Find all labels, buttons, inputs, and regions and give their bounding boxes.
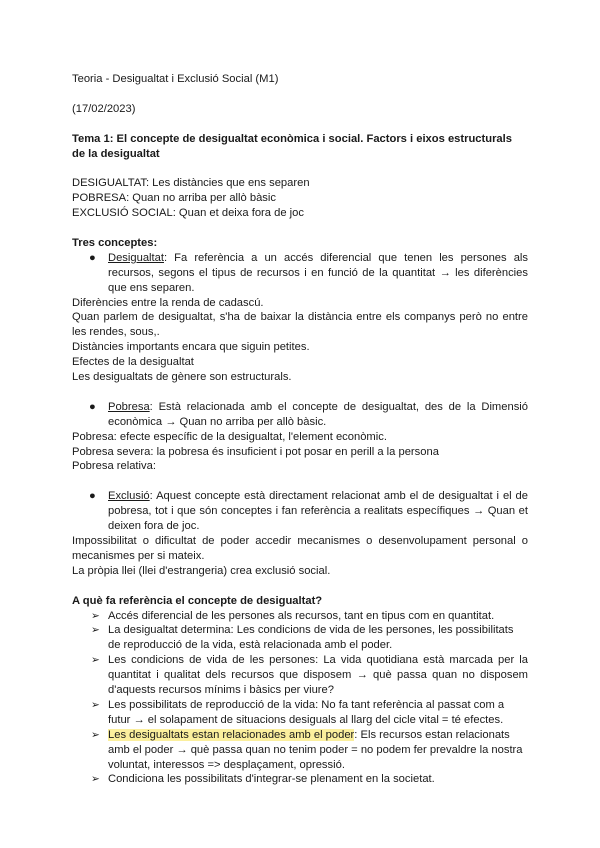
arrow-icon: ➢ <box>91 728 100 741</box>
bullet-exclusio: ● Exclusió: Aquest concepte està directament relacionat amb el de desigualtat i el de pobresa, tot i que són conceptes i fan referència a realitats específiques → Quan et deixen fora de joc. <box>72 489 528 534</box>
arrow-icon: ➢ <box>91 624 100 637</box>
arrow-icon: ➢ <box>91 609 100 622</box>
note: Pobresa: efecte específic de la desigualtat, l'element econòmic. <box>72 430 387 443</box>
definition-desigualtat: DESIGUALTAT: Les distàncies que ens separen <box>72 177 310 190</box>
definition-pobresa: POBRESA: Quan no arriba per allò bàsic <box>72 192 276 205</box>
note: Diferències entre la renda de cadascú. <box>72 296 264 309</box>
term-desigualtat: Desigualtat <box>108 251 164 264</box>
arrow-item: ➢ Les desigualtats estan relacionades amb el poder: Els recursos estan relacionats amb el poder → què passa quan no tenim poder = no podem fer prevaldre la nostra voluntat, interessos => desplaçament, opressió. <box>72 728 528 773</box>
document-date: (17/02/2023) <box>72 102 136 115</box>
note: Quan parlem de desigualtat, s'ha de baixar la distància entre els companys però no entre les rendes, sous,. <box>72 311 528 339</box>
bullet-icon: ● <box>89 490 96 503</box>
document-title: Teoria - Desigualtat i Exclusió Social (M1) <box>72 73 279 85</box>
definition-exclusio: EXCLUSIÓ SOCIAL: Quan et deixa fora de joc <box>72 207 304 220</box>
concepts-heading: Tres conceptes: <box>72 236 158 249</box>
bullet-pobresa: ● Pobresa: Està relacionada amb el concepte de desigualtat, des de la Dimensió econòmica → Quan no arriba per allò bàsic. <box>72 400 528 430</box>
arrow-item: ➢ Les condicions de vida de les persones: La vida quotidiana està marcada per la quantitat i qualitat dels recursos que disposem → què passa quan no disposem d'aquests recursos mínims i bàsics per viure? <box>72 653 528 698</box>
arrow-icon: ➢ <box>91 654 100 667</box>
bullet-desigualtat: ● Desigualtat: Fa referència a un accés diferencial que tenen les persones als recursos, segons el tipus de recursos i en funció de la quantitat → les diferències que ens separen. <box>72 251 528 296</box>
note: La pròpia llei (llei d'estrangeria) crea exclusió social. <box>72 564 331 577</box>
arrow-icon: ➢ <box>91 698 100 711</box>
term-pobresa: Pobresa <box>108 400 150 413</box>
arrow-item: ➢ Condiciona les possibilitats d'integrar-se plenament en la societat. <box>72 772 528 787</box>
arrow-item: ➢ La desigualtat determina: Les condicions de vida de les persones, les possibilitats de reproducció de la vida, està relacionada amb el poder. <box>72 623 528 653</box>
bullet-icon: ● <box>89 400 96 413</box>
note: Impossibilitat o dificultat de poder accedir mecanismes o desenvolupament personal o mecanismes per si mateix. <box>72 535 528 562</box>
topic-heading: Tema 1: El concepte de desigualtat econòmica i social. Factors i eixos estructurals de la desigualtat <box>72 132 512 160</box>
note: Pobresa relativa: <box>72 460 156 473</box>
document-page <box>72 72 528 787</box>
bullet-icon: ● <box>89 251 96 264</box>
highlighted-text: Les desigualtats estan relacionades amb el poder <box>108 728 355 741</box>
note: Distàncies importants encara que siguin petites. <box>72 341 310 354</box>
reference-heading: A què fa referència el concepte de desigualtat? <box>72 594 323 607</box>
term-exclusio: Exclusió <box>108 490 150 503</box>
note: Pobresa severa: la pobresa és insuficient i pot posar en perill a la persona <box>72 445 439 458</box>
arrow-icon: ➢ <box>91 773 100 786</box>
note: Efectes de la desigualtat <box>72 356 194 369</box>
note: Les desigualtats de gènere son estructurals. <box>72 371 292 384</box>
arrow-item: ➢ Accés diferencial de les persones als recursos, tant en tipus com en quantitat. <box>72 609 528 624</box>
arrow-item: ➢ Les possibilitats de reproducció de la vida: No fa tant referència al passat com a futur → el solapament de situacions desiguals al llarg del cicle vital = té efectes. <box>72 698 528 728</box>
